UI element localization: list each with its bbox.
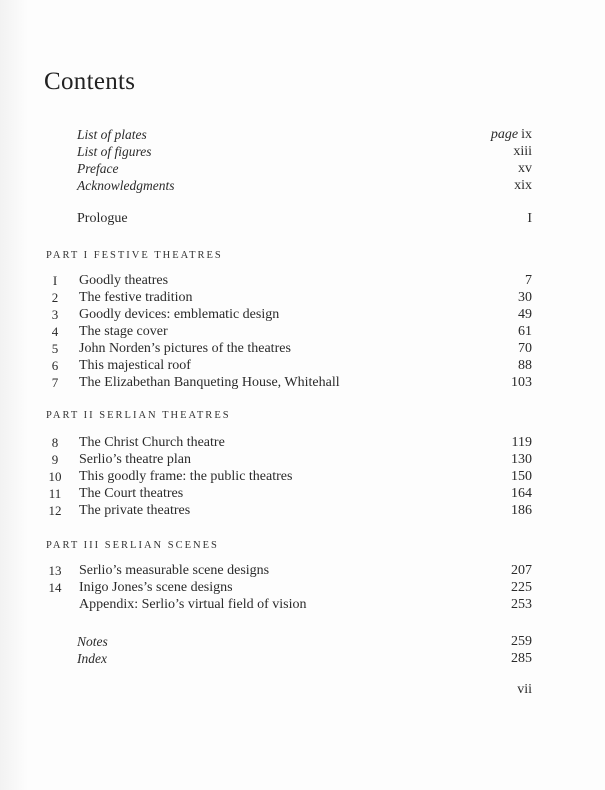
- toc-entry-preface[interactable]: [0, 160, 605, 177]
- entry-label: Inigo Jones’s scene designs: [79, 580, 233, 595]
- toc-entry-list-of-figures[interactable]: [0, 143, 605, 160]
- entry-page: 70: [518, 341, 532, 356]
- page-title: Contents: [44, 68, 136, 95]
- entry-page: 186: [511, 503, 532, 518]
- chapter-number: 9: [51, 452, 59, 467]
- chapter-number: 10: [48, 469, 62, 484]
- entry-label: The festive tradition: [79, 290, 193, 305]
- entry-label: The Elizabethan Banqueting House, Whitehall: [79, 375, 340, 390]
- toc-entry-notes[interactable]: [0, 633, 605, 650]
- entry-page: 259: [511, 634, 532, 649]
- part-heading: PART II SERLIAN THEATRES: [46, 410, 231, 421]
- toc-entry[interactable]: [0, 562, 605, 579]
- entry-page: I: [527, 211, 532, 226]
- toc-entry-index[interactable]: [0, 650, 605, 667]
- entry-page: page ix: [490, 127, 532, 142]
- page-folio: vii: [517, 682, 532, 697]
- entry-page: 103: [511, 375, 532, 390]
- toc-entry[interactable]: [0, 272, 605, 289]
- toc-entry[interactable]: [0, 502, 605, 519]
- entry-label: Index: [77, 651, 107, 666]
- entry-page: 225: [511, 580, 532, 595]
- chapter-number: 2: [51, 290, 59, 305]
- part-heading: PART III SERLIAN SCENES: [46, 540, 219, 551]
- toc-entry[interactable]: [0, 451, 605, 468]
- entry-label: Serlio’s measurable scene designs: [79, 563, 270, 578]
- entry-label: Appendix: Serlio’s virtual field of vision: [79, 597, 307, 612]
- toc-entry-list-of-plates[interactable]: [0, 126, 605, 143]
- entry-page: xiii: [513, 144, 532, 159]
- part-heading: PART I FESTIVE THEATRES: [46, 250, 223, 261]
- chapter-number: 12: [48, 503, 62, 518]
- toc-entry[interactable]: [0, 468, 605, 485]
- chapter-number: I: [52, 273, 58, 288]
- toc-entry[interactable]: [0, 579, 605, 596]
- entry-page: 207: [511, 563, 532, 578]
- toc-entry[interactable]: [0, 374, 605, 391]
- entry-label: Notes: [77, 634, 108, 649]
- entry-label: The stage cover: [79, 324, 168, 339]
- entry-page: 49: [518, 307, 532, 322]
- entry-label: John Norden’s pictures of the theatres: [79, 341, 291, 356]
- chapter-number: 11: [48, 486, 62, 501]
- chapter-number: 8: [51, 435, 59, 450]
- entry-label: Prologue: [77, 211, 128, 226]
- entry-label: Goodly theatres: [79, 273, 169, 288]
- entry-label: Goodly devices: emblematic design: [79, 307, 280, 322]
- entry-page: 285: [511, 651, 532, 666]
- entry-label: Preface: [77, 161, 119, 176]
- page-word: page: [490, 127, 519, 142]
- entry-page: 61: [518, 324, 532, 339]
- entry-label: This majestical roof: [79, 358, 191, 373]
- entry-label: List of figures: [77, 144, 152, 159]
- folio-row: [0, 681, 605, 698]
- toc-entry[interactable]: [0, 434, 605, 451]
- toc-entry-prologue[interactable]: [0, 210, 605, 227]
- toc-entry[interactable]: [0, 306, 605, 323]
- chapter-number: 6: [51, 358, 59, 373]
- entry-page: 7: [525, 273, 532, 288]
- entry-page: 253: [511, 597, 532, 612]
- page-edge-shadow: [0, 0, 28, 790]
- chapter-number: 4: [51, 324, 59, 339]
- entry-page: xix: [514, 178, 532, 193]
- entry-page: 119: [511, 435, 532, 450]
- entry-page: 130: [511, 452, 532, 467]
- chapter-number: 3: [51, 307, 59, 322]
- chapter-number: 7: [51, 375, 59, 390]
- entry-label: The private theatres: [79, 503, 191, 518]
- toc-entry[interactable]: [0, 289, 605, 306]
- entry-label: List of plates: [77, 127, 147, 142]
- toc-entry-acknowledgments[interactable]: [0, 177, 605, 194]
- entry-page: 150: [511, 469, 532, 484]
- toc-entry[interactable]: [0, 485, 605, 502]
- toc-entry[interactable]: [0, 340, 605, 357]
- entry-label: This goodly frame: the public theatres: [79, 469, 293, 484]
- entry-label: The Court theatres: [79, 486, 184, 501]
- entry-page: 164: [511, 486, 532, 501]
- entry-page: 30: [518, 290, 532, 305]
- chapter-number: 13: [48, 563, 62, 578]
- entry-page: xv: [518, 161, 532, 176]
- chapter-number: 14: [48, 580, 62, 595]
- toc-entry[interactable]: [0, 357, 605, 374]
- toc-entry[interactable]: [0, 323, 605, 340]
- toc-entry-appendix[interactable]: [0, 596, 605, 613]
- entry-page: 88: [518, 358, 532, 373]
- entry-label: The Christ Church theatre: [79, 435, 225, 450]
- chapter-number: 5: [51, 341, 59, 356]
- entry-label: Acknowledgments: [77, 178, 175, 193]
- entry-label: Serlio’s theatre plan: [79, 452, 191, 467]
